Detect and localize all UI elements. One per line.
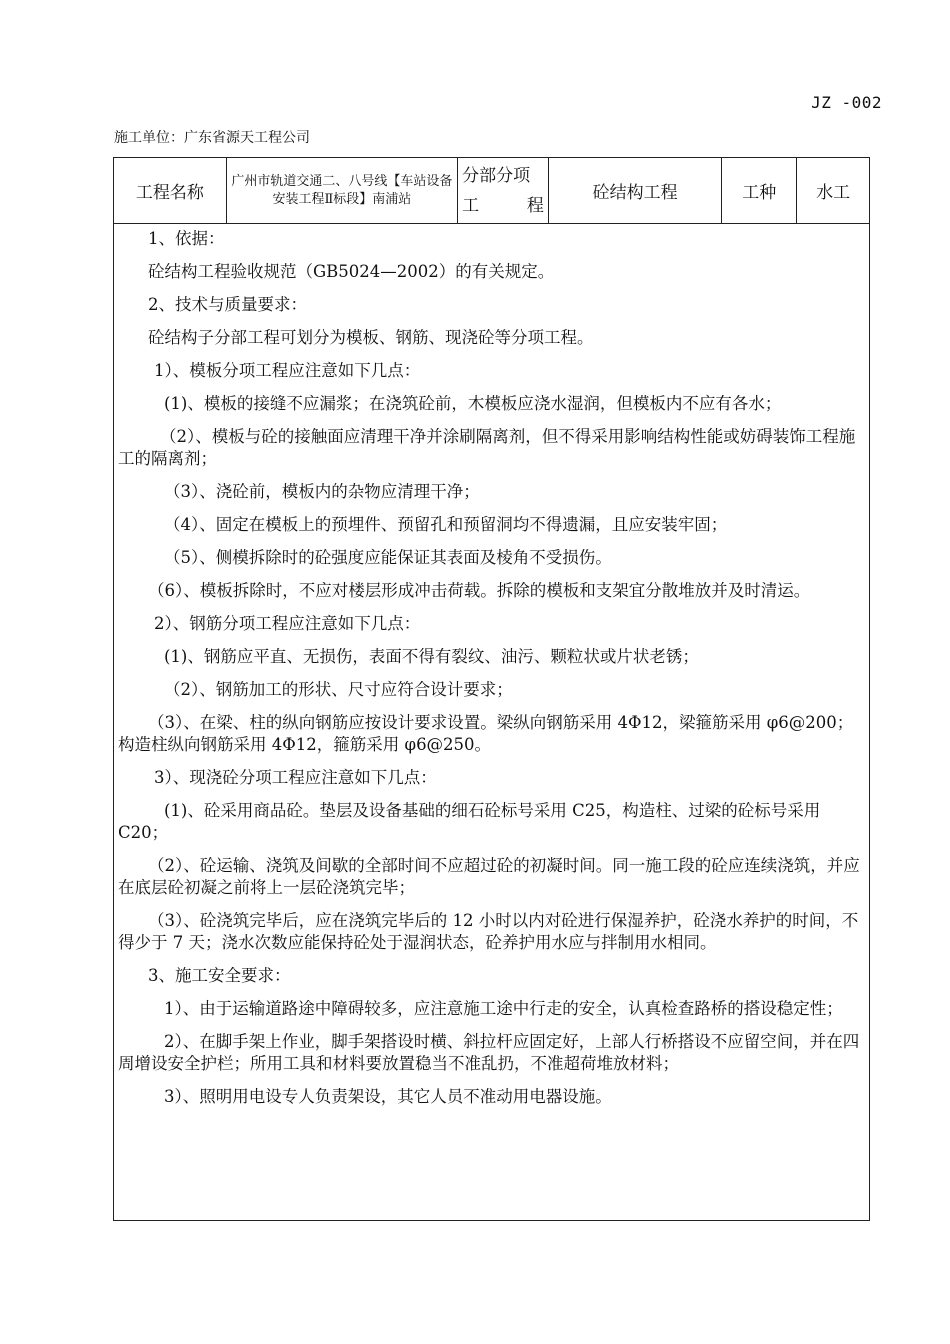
- content-paragraph: (1)、钢筋应平直、无损伤，表面不得有裂纹、油污、颗粒状或片状老锈；: [164, 647, 699, 666]
- document-code: JZ -002: [811, 93, 882, 112]
- content-paragraph: 2、技术与质量要求：: [148, 295, 307, 314]
- subproject-label: [458, 158, 549, 223]
- content-paragraph: (1)、砼采用商品砼。垫层及设备基础的细石砼标号采用 C25，构造柱、过梁的砼标号采用 C20；: [118, 801, 821, 842]
- content-paragraph: 2）、在脚手架上作业，脚手架搭设时横、斜拉杆应固定好，上部人行桥搭设不应留空间，并在四周增设安全护栏；所用工具和材料要放置稳当不准乱扔，不准超荷堆放材料；: [118, 1032, 860, 1073]
- content-paragraph: 1）、由于运输道路途中障碍较多，应注意施工途中行走的安全，认真检查路桥的搭设稳定性；: [164, 999, 843, 1018]
- table-header-row: [114, 158, 869, 224]
- content-paragraph: （6）、模板拆除时，不应对楼层形成冲击荷载。拆除的模板和支架宜分散堆放并及时清运。: [148, 581, 811, 600]
- content-paragraph: （5）、侧模拆除时的砼强度应能保证其表面及棱角不受损伤。: [164, 548, 612, 567]
- content-paragraph: 1）、模板分项工程应注意如下几点：: [154, 361, 421, 380]
- construction-unit-value: 广东省源天工程公司: [184, 130, 310, 146]
- content-paragraph: (1)、模板的接缝不应漏浆；在浇筑砼前，木模板应浇水湿润，但模板内不应有各水；: [164, 394, 782, 413]
- content-paragraph: （3）、砼浇筑完毕后，应在浇筑完毕后的 12 小时以内对砼进行保湿养护，砼浇水养护的时间，不得少于 7 天；浇水次数应能保持砼处于湿润状态，砼养护用水应与拌制用水相同。: [118, 911, 859, 952]
- construction-unit-label: 施工单位：: [114, 130, 184, 146]
- subproject-value: 砼结构工程: [549, 158, 723, 223]
- disclosure-content: [114, 224, 869, 1119]
- content-paragraph: 3）、照明用电设专人负责架设，其它人员不准动用电器设施。: [164, 1087, 612, 1106]
- project-name-value: 广州市轨道交通二、八号线【车站设备安装工程Ⅱ标段】南浦站: [227, 158, 458, 223]
- content-paragraph: （3）、浇砼前，模板内的杂物应清理干净；: [164, 482, 480, 501]
- content-paragraph: （3）、在梁、柱的纵向钢筋应按设计要求设置。梁纵向钢筋采用 4Φ12，梁箍筋采用 φ6@200；构造柱纵向钢筋采用 4Φ12，箍筋采用 φ6@250。: [118, 713, 854, 754]
- content-paragraph: （2）、砼运输、浇筑及间歇的全部时间不应超过砼的初凝时间。同一施工段的砼应连续浇筑，并应在底层砼初凝之前将上一层砼浇筑完毕；: [118, 856, 860, 897]
- content-paragraph: 砼结构子分部工程可划分为模板、钢筋、现浇砼等分项工程。: [148, 328, 594, 347]
- project-name-label: 工程名称: [114, 158, 227, 223]
- content-paragraph: 3、施工安全要求：: [148, 966, 291, 985]
- subproject-label-line2: 工 程: [462, 195, 544, 216]
- content-paragraph: （2）、钢筋加工的形状、尺寸应符合设计要求；: [164, 680, 513, 699]
- content-paragraph: （2）、模板与砼的接触面应清理干净并涂刷隔离剂，但不得采用影响结构性能或妨碍装饰工程施工的隔离剂；: [118, 427, 856, 468]
- content-paragraph: 砼结构工程验收规范（GB5024—2002）的有关规定。: [148, 262, 555, 281]
- construction-unit-line: [114, 127, 310, 147]
- trade-label: 工种: [722, 158, 797, 223]
- content-paragraph: （4）、固定在模板上的预埋件、预留孔和预留洞均不得遗漏，且应安装牢固；: [164, 515, 728, 534]
- content-paragraph: 2）、钢筋分项工程应注意如下几点：: [154, 614, 421, 633]
- disclosure-table: [113, 157, 870, 1221]
- content-paragraph: 3）、现浇砼分项工程应注意如下几点：: [154, 768, 437, 787]
- subproject-label-line1: 分部分项: [462, 165, 531, 186]
- content-paragraph: 1、依据：: [148, 229, 225, 248]
- trade-value: 水工: [816, 183, 851, 203]
